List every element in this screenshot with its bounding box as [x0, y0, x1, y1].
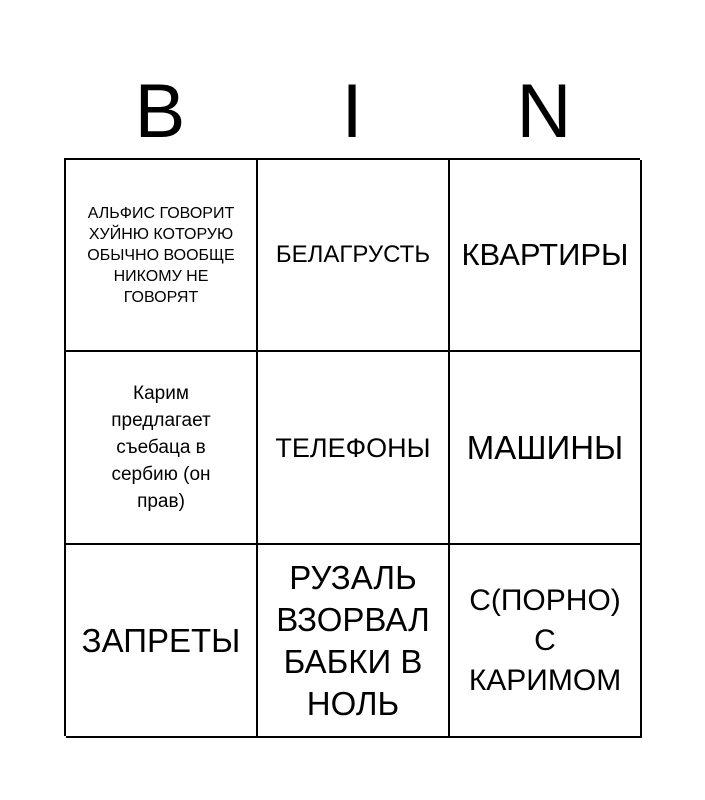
bingo-grid: [64, 158, 640, 736]
bingo-cell-r1c3[interactable]: [450, 160, 642, 352]
bingo-cell-r3c2[interactable]: [258, 545, 450, 738]
bingo-cell-r2c1[interactable]: [66, 352, 258, 545]
bingo-cell-r3c3[interactable]: [450, 545, 642, 738]
bingo-header: [64, 69, 640, 154]
bingo-cell-r2c2[interactable]: [258, 352, 450, 545]
bingo-cell-text: МАШИНЫ: [466, 428, 624, 466]
bingo-cell-text: ТЕЛЕФОНЫ: [275, 432, 431, 463]
header-letter-n: N: [516, 69, 572, 154]
bingo-cell-r3c1[interactable]: [66, 545, 258, 738]
bingo-cell-text: Карим предлагает съебаца в сербию (он прав): [111, 383, 211, 512]
bingo-cell-text: КВАРТИРЫ: [461, 237, 629, 272]
bingo-cell-text: ЗАПРЕТЫ: [81, 621, 241, 659]
bingo-cell-r1c2[interactable]: [258, 160, 450, 352]
bingo-cell-text: С(ПОРНО) С КАРИМОМ: [468, 583, 622, 697]
bingo-cell-r1c1[interactable]: [66, 160, 258, 352]
bingo-cell-r2c3[interactable]: [450, 352, 642, 545]
bingo-cell-text: РУЗАЛЬ ВЗОРВАЛ БАБКИ В НОЛЬ: [276, 558, 430, 722]
bingo-cell-text: БЕЛАГРУСТЬ: [275, 241, 431, 268]
header-letter-b: B: [134, 69, 186, 154]
bingo-cell-text: АЛЬФИС ГОВОРИТ ХУЙНЮ КОТОРУЮ ОБЫЧНО ВООБЩЕ НИКОМУ НЕ ГОВОРЯТ: [87, 204, 235, 306]
header-letter-i: I: [341, 69, 363, 154]
